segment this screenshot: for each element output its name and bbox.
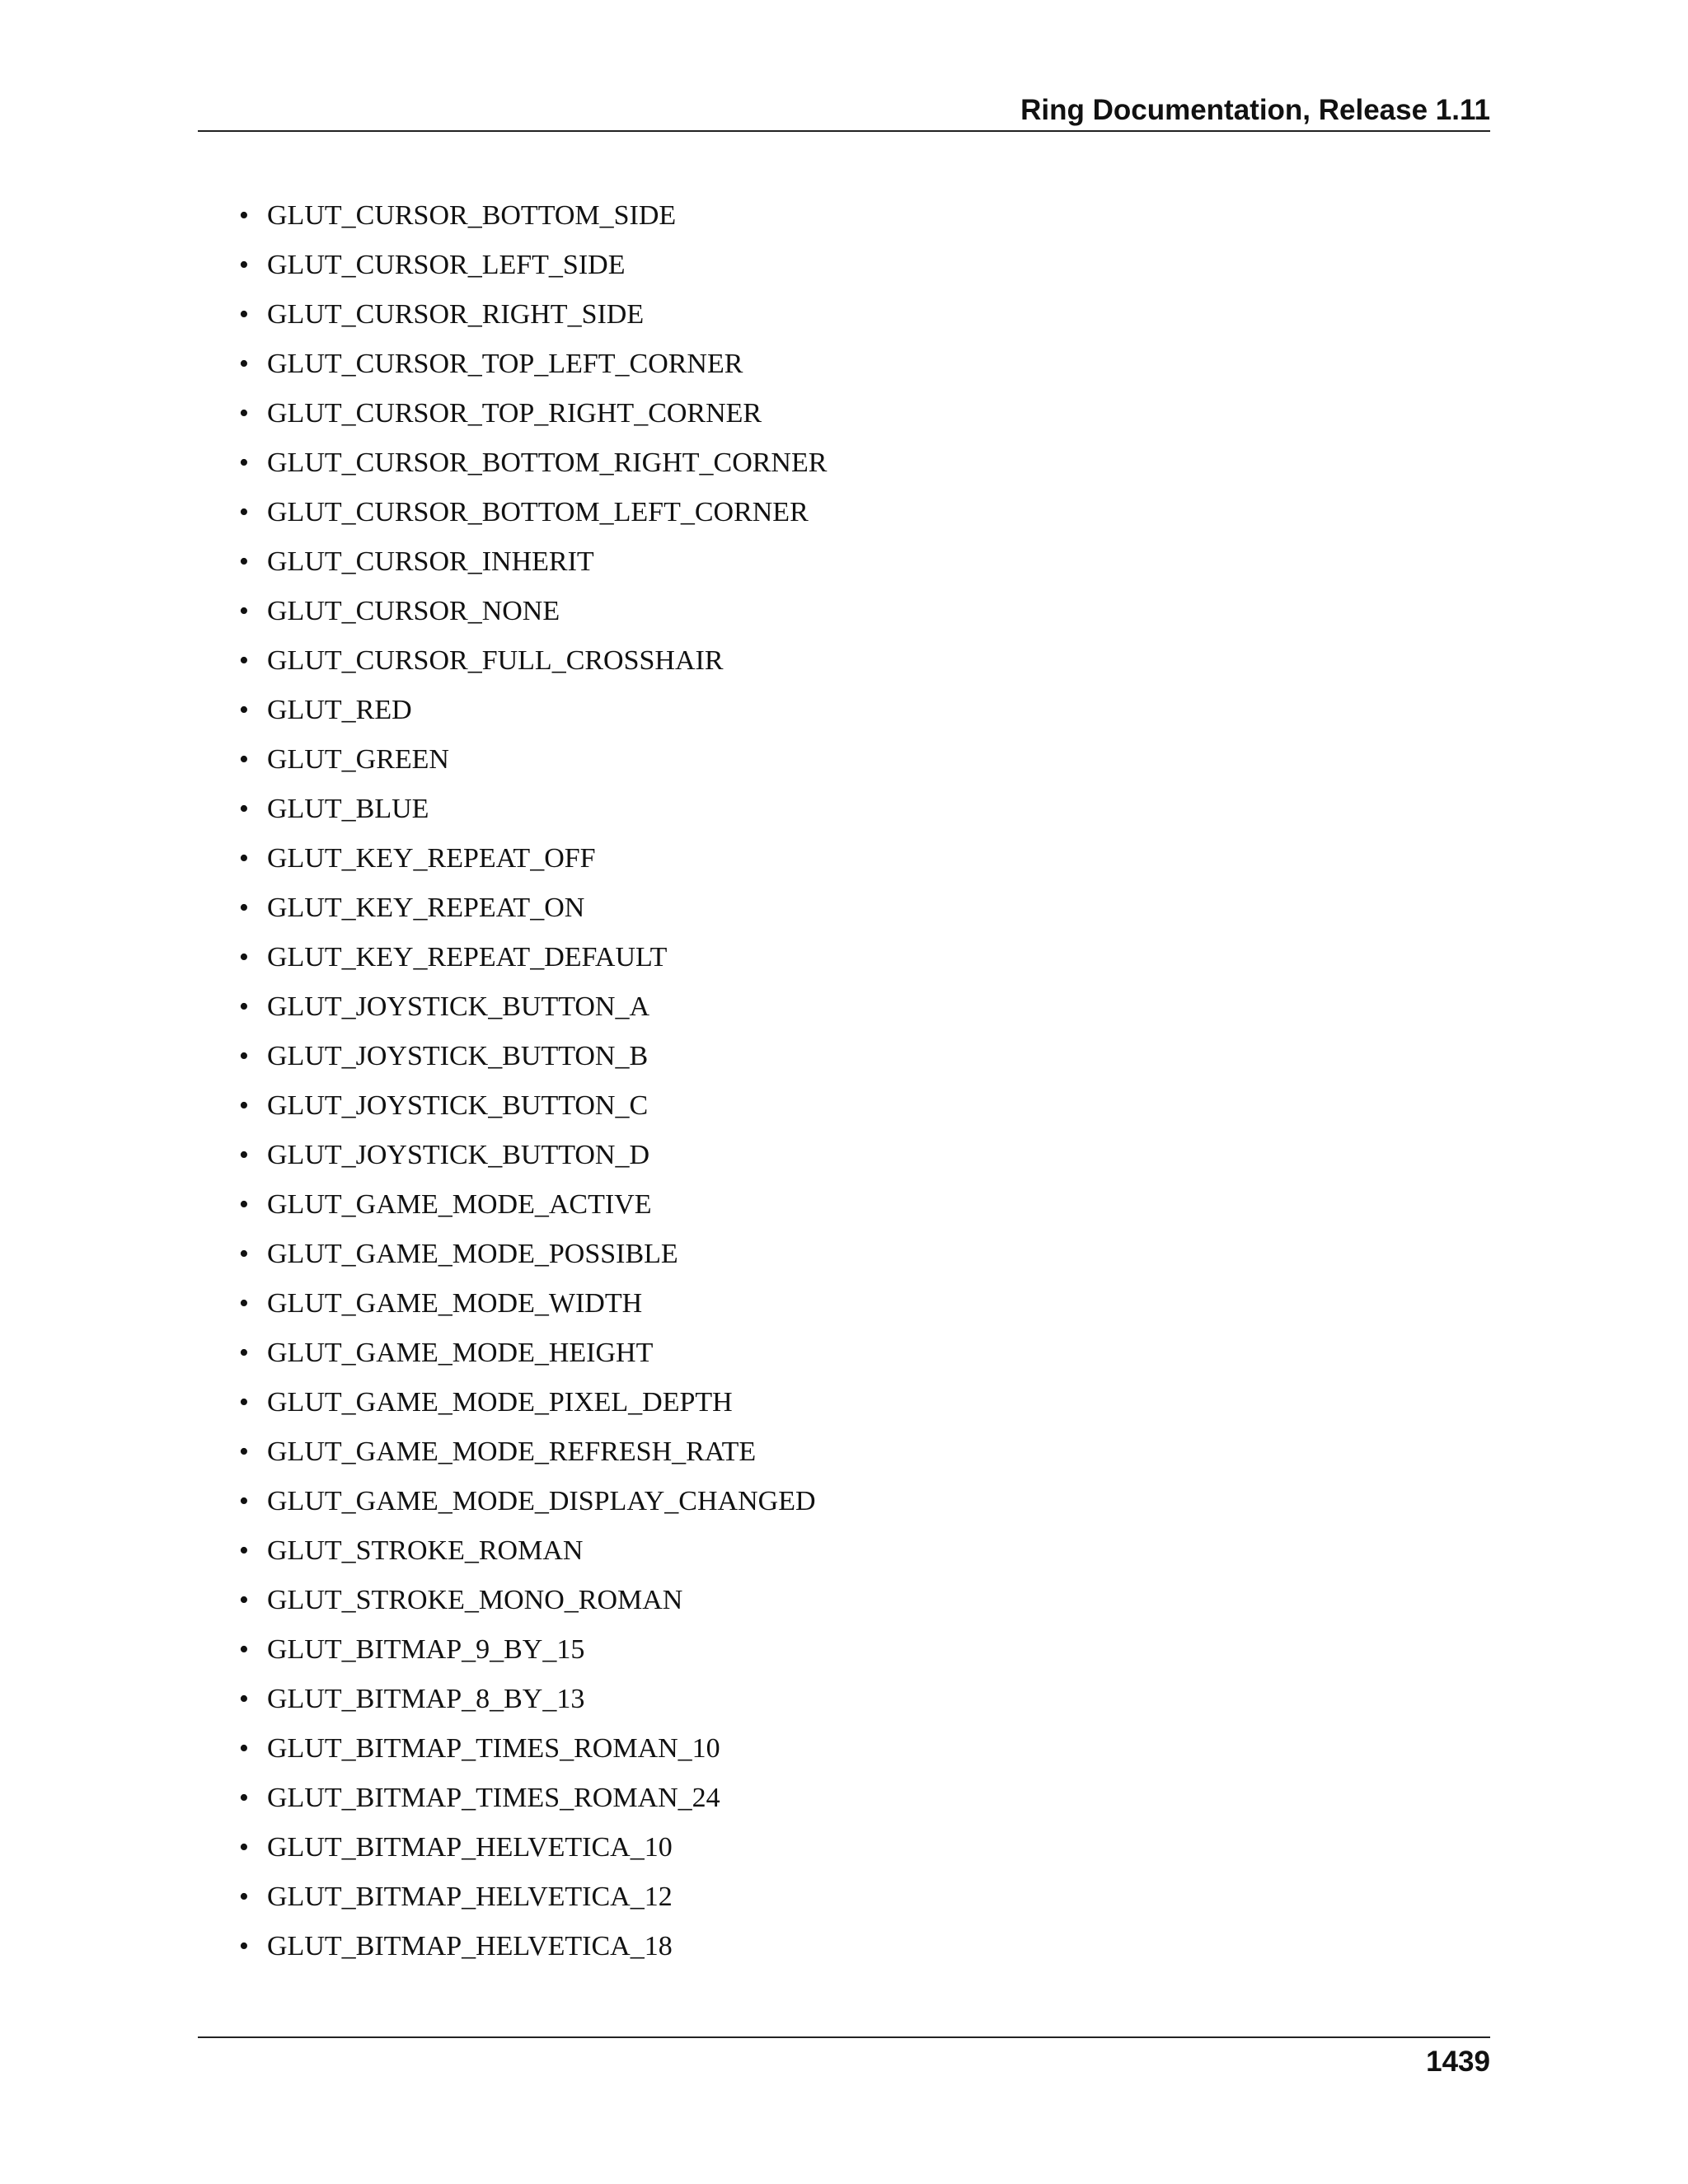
bullet-icon: • [239, 497, 249, 527]
bullet-icon: • [239, 1783, 249, 1813]
bullet-icon: • [239, 398, 249, 429]
bullet-icon: • [239, 1338, 249, 1368]
bullet-icon: • [239, 1288, 249, 1319]
bullet-icon: • [239, 1436, 249, 1467]
list-item-text: GLUT_GAME_MODE_POSSIBLE [267, 1239, 678, 1269]
bullet-icon: • [239, 1882, 249, 1912]
bullet-icon: • [239, 843, 249, 874]
bullet-icon: • [239, 1931, 249, 1961]
list-item-text: GLUT_JOYSTICK_BUTTON_D [267, 1140, 650, 1170]
bullet-icon: • [239, 1634, 249, 1665]
list-item-text: GLUT_CURSOR_NONE [267, 596, 560, 626]
bullet-icon: • [239, 794, 249, 824]
list-item-text: GLUT_RED [267, 695, 412, 725]
list-item-text: GLUT_GAME_MODE_WIDTH [267, 1288, 643, 1319]
bullet-icon: • [239, 1189, 249, 1220]
list-item-text: GLUT_CURSOR_LEFT_SIDE [267, 250, 626, 280]
header-divider [198, 130, 1490, 132]
bullet-icon: • [239, 596, 249, 626]
list-item-text: GLUT_CURSOR_BOTTOM_LEFT_CORNER [267, 497, 809, 527]
list-item-text: GLUT_BITMAP_9_BY_15 [267, 1634, 585, 1665]
list-item-text: GLUT_CURSOR_BOTTOM_RIGHT_CORNER [267, 448, 828, 478]
bullet-icon: • [239, 645, 249, 676]
bullet-icon: • [239, 1486, 249, 1516]
bullet-icon: • [239, 299, 249, 330]
list-item-text: GLUT_JOYSTICK_BUTTON_B [267, 1041, 649, 1071]
list-item-text: GLUT_KEY_REPEAT_ON [267, 893, 585, 923]
list-item-text: GLUT_BITMAP_HELVETICA_12 [267, 1882, 673, 1912]
bullet-icon: • [239, 695, 249, 725]
list-item-text: GLUT_BLUE [267, 794, 429, 824]
list-item-text: GLUT_KEY_REPEAT_DEFAULT [267, 942, 668, 972]
bullet-icon: • [239, 250, 249, 280]
bullet-icon: • [239, 546, 249, 577]
list-item-text: GLUT_GAME_MODE_DISPLAY_CHANGED [267, 1486, 816, 1516]
bullet-icon: • [239, 1684, 249, 1714]
list-item-text: GLUT_STROKE_ROMAN [267, 1535, 584, 1566]
bullet-icon: • [239, 1733, 249, 1764]
list-item-text: GLUT_STROKE_MONO_ROMAN [267, 1585, 683, 1615]
bullet-icon: • [239, 1041, 249, 1071]
bullet-icon: • [239, 349, 249, 379]
bullet-icon: • [239, 1090, 249, 1121]
list-item-text: GLUT_JOYSTICK_BUTTON_A [267, 991, 650, 1022]
bullet-icon: • [239, 200, 249, 231]
list-item-text: GLUT_GAME_MODE_HEIGHT [267, 1338, 654, 1368]
bullet-icon: • [239, 1239, 249, 1269]
list-item-text: GLUT_GAME_MODE_PIXEL_DEPTH [267, 1387, 733, 1418]
page-number: 1439 [1426, 2046, 1490, 2078]
bullet-icon: • [239, 1585, 249, 1615]
list-item-text: GLUT_BITMAP_HELVETICA_18 [267, 1931, 673, 1961]
bullet-icon: • [239, 893, 249, 923]
footer-divider [198, 2036, 1490, 2038]
bullet-icon: • [239, 1140, 249, 1170]
bullet-icon: • [239, 991, 249, 1022]
list-item-text: GLUT_GREEN [267, 744, 449, 775]
list-item-text: GLUT_CURSOR_RIGHT_SIDE [267, 299, 645, 330]
list-item-text: GLUT_CURSOR_FULL_CROSSHAIR [267, 645, 724, 676]
running-header-title: Ring Documentation, Release 1.11 [1020, 94, 1490, 126]
list-item-text: GLUT_CURSOR_TOP_RIGHT_CORNER [267, 398, 762, 429]
list-item-text: GLUT_BITMAP_TIMES_ROMAN_10 [267, 1733, 720, 1764]
list-item-text: GLUT_JOYSTICK_BUTTON_C [267, 1090, 649, 1121]
bullet-icon: • [239, 942, 249, 972]
list-item-text: GLUT_CURSOR_TOP_LEFT_CORNER [267, 349, 743, 379]
bullet-icon: • [239, 1832, 249, 1863]
list-item-text: GLUT_KEY_REPEAT_OFF [267, 843, 596, 874]
bullet-icon: • [239, 448, 249, 478]
list-item-text: GLUT_BITMAP_TIMES_ROMAN_24 [267, 1783, 720, 1813]
list-item-text: GLUT_GAME_MODE_REFRESH_RATE [267, 1436, 757, 1467]
bullet-icon: • [239, 1535, 249, 1566]
bullet-icon: • [239, 1387, 249, 1418]
list-item-text: GLUT_CURSOR_INHERIT [267, 546, 594, 577]
list-item-text: GLUT_BITMAP_HELVETICA_10 [267, 1832, 673, 1863]
bullet-icon: • [239, 744, 249, 775]
list-item-text: GLUT_BITMAP_8_BY_13 [267, 1684, 585, 1714]
list-item-text: GLUT_CURSOR_BOTTOM_SIDE [267, 200, 677, 231]
list-item-text: GLUT_GAME_MODE_ACTIVE [267, 1189, 652, 1220]
